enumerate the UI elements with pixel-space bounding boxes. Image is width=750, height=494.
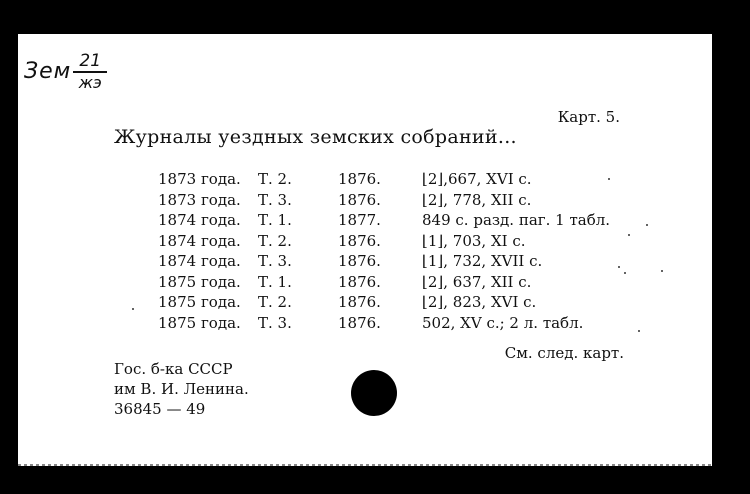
speck [646, 224, 648, 226]
entry-volume: Т. 2. [258, 231, 292, 250]
entry-year: 1873 года. [158, 190, 241, 209]
entry-published: 1876. [338, 252, 381, 270]
entry-published: 1876. [338, 231, 381, 250]
catalog-card [18, 34, 712, 466]
library-name: Гос. б-ка СССР [114, 360, 233, 378]
entry-description: ⌊2⌋, 637, XII с. [422, 272, 532, 291]
punch-hole [351, 370, 397, 416]
entry-description: ⌊1⌋, 703, XI с. [422, 231, 526, 250]
entry-published: 1876. [338, 313, 381, 332]
entry-description: ⌊2⌋,667, XVI с. [422, 170, 532, 188]
entry-description: ⌊2⌋, 823, XVI с. [422, 293, 537, 311]
library-order-number: 36845 — 49 [114, 400, 206, 418]
handwritten-numerator: 21 [79, 51, 102, 71]
speck [661, 270, 663, 272]
see-next-card: См. след. карт. [504, 344, 624, 362]
entry-year: 1874 года. [158, 252, 241, 270]
entry-year: 1874 года. [158, 231, 241, 250]
entry-published: 1876. [338, 170, 381, 188]
library-dedication: им В. И. Ленина. [114, 380, 249, 398]
handwritten-denominator: жэ [78, 73, 102, 92]
entry-year: 1875 года. [158, 272, 241, 291]
entry-volume: Т. 2. [258, 170, 292, 188]
speck [628, 234, 630, 236]
entry-year: 1874 года. [158, 211, 241, 229]
entry-description: 849 с. разд. паг. 1 табл. [422, 211, 611, 229]
card-number: Карт. 5. [557, 108, 620, 126]
entry-volume: Т. 3. [258, 313, 292, 332]
handwritten-shelfmark [24, 52, 107, 91]
entry-year: 1873 года. [158, 170, 241, 188]
entry-year: 1875 года. [158, 293, 241, 311]
entry-volume: Т. 1. [258, 211, 292, 229]
entry-volume: Т. 3. [258, 252, 292, 270]
speck [132, 308, 134, 310]
handwritten-prefix: Зем [24, 59, 72, 84]
entry-volume: Т. 2. [258, 293, 292, 311]
entry-description: 502, XV с.; 2 л. табл. [422, 313, 584, 332]
entry-description: ⌊2⌋, 778, XII с. [422, 190, 532, 209]
speck [608, 178, 610, 180]
entry-year: 1875 года. [158, 313, 241, 332]
handwritten-fraction [73, 52, 107, 91]
entry-description: ⌊1⌋, 732, XVII с. [422, 252, 543, 270]
speck [624, 272, 626, 274]
card-bottom-edge [18, 464, 712, 466]
card-title: Журналы уездных земских собраний... [114, 126, 517, 148]
entry-volume: Т. 3. [258, 190, 292, 209]
library-imprint [114, 359, 249, 419]
entry-published: 1876. [338, 293, 381, 311]
speck [638, 330, 640, 332]
entry-published: 1876. [338, 190, 381, 209]
speck [618, 266, 620, 268]
entry-published: 1876. [338, 272, 381, 291]
entry-published: 1877. [338, 211, 381, 229]
entry-volume: Т. 1. [258, 272, 292, 291]
